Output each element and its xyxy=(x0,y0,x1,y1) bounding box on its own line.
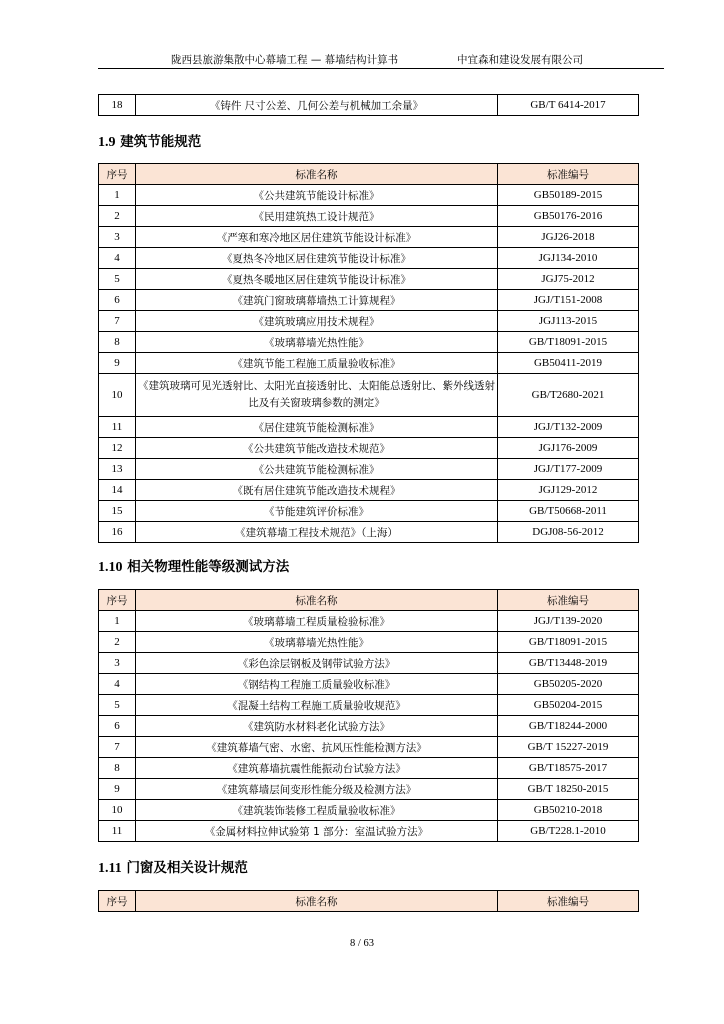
row-number: 7 xyxy=(99,737,136,758)
standard-code: GB/T228.1-2010 xyxy=(498,821,639,842)
standard-code: GB/T 15227-2019 xyxy=(498,737,639,758)
table-row xyxy=(99,438,639,459)
table-header-row xyxy=(99,164,639,185)
row-number: 9 xyxy=(99,353,136,374)
table-row xyxy=(99,353,639,374)
standard-name: 《夏热冬暖地区居住建筑节能设计标准》 xyxy=(136,269,498,290)
standard-name: 《节能建筑评价标准》 xyxy=(136,501,498,522)
section-heading-1-9 xyxy=(98,130,201,151)
row-number: 16 xyxy=(99,522,136,543)
row-number: 3 xyxy=(99,227,136,248)
row-number: 1 xyxy=(99,611,136,632)
standard-code: GB/T50668-2011 xyxy=(498,501,639,522)
standard-code: GB/T 6414-2017 xyxy=(498,95,639,116)
standard-name: 《建筑幕墙工程技术规范》（上海） xyxy=(136,522,498,543)
standard-name: 《居住建筑节能检测标准》 xyxy=(136,417,498,438)
standard-code: GB/T18244-2000 xyxy=(498,716,639,737)
table-row xyxy=(99,311,639,332)
window-design-standards-table xyxy=(98,890,639,912)
table-row xyxy=(99,800,639,821)
table-row xyxy=(99,185,639,206)
table-row xyxy=(99,480,639,501)
table-header-row xyxy=(99,891,639,912)
table-row xyxy=(99,501,639,522)
section-title: 建筑节能规范 xyxy=(120,134,202,150)
column-header-code: 标准编号 xyxy=(498,590,639,611)
standard-name: 《建筑幕墙抗震性能振动台试验方法》 xyxy=(136,758,498,779)
standard-code: GB50176-2016 xyxy=(498,206,639,227)
standard-code: JGJ129-2012 xyxy=(498,480,639,501)
table-row xyxy=(99,674,639,695)
standard-name: 《既有居住建筑节能改造技术规程》 xyxy=(136,480,498,501)
standard-name: 《严寒和寒冷地区居住建筑节能设计标准》 xyxy=(136,227,498,248)
table-row xyxy=(99,290,639,311)
standard-code: GB50411-2019 xyxy=(498,353,639,374)
header-company-name: 中宜森和建设发展有限公司 xyxy=(457,54,583,66)
standard-code: JGJ/T151-2008 xyxy=(498,290,639,311)
standard-name: 《建筑玻璃可见光透射比、太阳光直接透射比、太阳能总透射比、紫外线透射比及有关窗玻璃参数的测定》 xyxy=(136,374,498,417)
column-header-name: 标准名称 xyxy=(136,891,498,912)
table-row xyxy=(99,611,639,632)
table-row xyxy=(99,821,639,842)
section-number: 1.11 xyxy=(98,861,122,876)
standard-name: 《建筑幕墙气密、水密、抗风压性能检测方法》 xyxy=(136,737,498,758)
row-number: 4 xyxy=(99,248,136,269)
standard-name: 《钢结构工程施工质量验收标准》 xyxy=(136,674,498,695)
row-number: 18 xyxy=(99,95,136,116)
standard-name: 《公共建筑节能改造技术规范》 xyxy=(136,438,498,459)
row-number: 1 xyxy=(99,185,136,206)
standard-name: 《公共建筑节能设计标准》 xyxy=(136,185,498,206)
energy-standards-table xyxy=(98,163,639,543)
section-number: 1.10 xyxy=(98,560,123,575)
column-header-code: 标准编号 xyxy=(498,891,639,912)
column-header-no: 序号 xyxy=(99,164,136,185)
row-number: 7 xyxy=(99,311,136,332)
row-number: 8 xyxy=(99,332,136,353)
standard-name: 《公共建筑节能检测标准》 xyxy=(136,459,498,480)
table-row xyxy=(99,248,639,269)
table-row xyxy=(99,459,639,480)
page-number: 8 / 63 xyxy=(350,938,374,949)
column-header-name: 标准名称 xyxy=(136,590,498,611)
table-row xyxy=(99,227,639,248)
column-header-no: 序号 xyxy=(99,590,136,611)
standard-code: GB/T13448-2019 xyxy=(498,653,639,674)
row-number: 8 xyxy=(99,758,136,779)
standard-name: 《玻璃幕墙光热性能》 xyxy=(136,632,498,653)
row-number: 11 xyxy=(99,417,136,438)
column-header-code: 标准编号 xyxy=(498,164,639,185)
table-row xyxy=(99,374,639,417)
row-number: 12 xyxy=(99,438,136,459)
row-number: 3 xyxy=(99,653,136,674)
physical-test-standards-table xyxy=(98,589,639,842)
standard-name: 《铸件 尺寸公差、几何公差与机械加工余量》 xyxy=(136,95,498,116)
standard-name: 《民用建筑热工设计规范》 xyxy=(136,206,498,227)
standard-code: JGJ/T139-2020 xyxy=(498,611,639,632)
standard-name: 《混凝土结构工程施工质量验收规范》 xyxy=(136,695,498,716)
standard-code: DGJ08-56-2012 xyxy=(498,522,639,543)
standard-code: JGJ176-2009 xyxy=(498,438,639,459)
table-header-row xyxy=(99,590,639,611)
row-number: 4 xyxy=(99,674,136,695)
standard-code: GB/T18091-2015 xyxy=(498,632,639,653)
section-heading-1-10 xyxy=(98,555,289,576)
table-row xyxy=(99,332,639,353)
standard-code: JGJ/T132-2009 xyxy=(498,417,639,438)
standard-name: 《玻璃幕墙工程质量检验标准》 xyxy=(136,611,498,632)
standard-code: JGJ134-2010 xyxy=(498,248,639,269)
table-row xyxy=(99,95,639,116)
table-row xyxy=(99,737,639,758)
column-header-name: 标准名称 xyxy=(136,164,498,185)
section-title: 相关物理性能等级测试方法 xyxy=(127,559,290,575)
row-number: 14 xyxy=(99,480,136,501)
row-number: 13 xyxy=(99,459,136,480)
standards-table-continued xyxy=(98,94,639,116)
standard-code: GB50210-2018 xyxy=(498,800,639,821)
standard-code: GB/T18091-2015 xyxy=(498,332,639,353)
section-title: 门窗及相关设计规范 xyxy=(126,860,248,876)
table-row xyxy=(99,716,639,737)
row-number: 6 xyxy=(99,290,136,311)
standard-name: 《玻璃幕墙光热性能》 xyxy=(136,332,498,353)
standard-code: GB/T 18250-2015 xyxy=(498,779,639,800)
table-row xyxy=(99,522,639,543)
standard-code: GB/T18575-2017 xyxy=(498,758,639,779)
standard-code: GB/T2680-2021 xyxy=(498,374,639,417)
standard-code: JGJ75-2012 xyxy=(498,269,639,290)
table-row xyxy=(99,269,639,290)
row-number: 10 xyxy=(99,374,136,417)
standard-code: GB50205-2020 xyxy=(498,674,639,695)
standard-name: 《建筑防水材料老化试验方法》 xyxy=(136,716,498,737)
table-row xyxy=(99,779,639,800)
table-row xyxy=(99,695,639,716)
row-number: 15 xyxy=(99,501,136,522)
page-header xyxy=(98,50,664,68)
standard-name: 《建筑门窗玻璃幕墙热工计算规程》 xyxy=(136,290,498,311)
standard-name: 《彩色涂层钢板及钢带试验方法》 xyxy=(136,653,498,674)
section-heading-1-11 xyxy=(98,856,248,877)
standard-name: 《夏热冬冷地区居住建筑节能设计标准》 xyxy=(136,248,498,269)
row-number: 9 xyxy=(99,779,136,800)
standard-name: 《建筑玻璃应用技术规程》 xyxy=(136,311,498,332)
row-number: 2 xyxy=(99,206,136,227)
standard-code: GB50189-2015 xyxy=(498,185,639,206)
row-number: 5 xyxy=(99,269,136,290)
standard-code: JGJ/T177-2009 xyxy=(498,459,639,480)
standard-name: 《建筑幕墙层间变形性能分级及检测方法》 xyxy=(136,779,498,800)
standard-code: JGJ113-2015 xyxy=(498,311,639,332)
header-rule xyxy=(98,68,664,69)
standard-name: 《建筑装饰装修工程质量验收标准》 xyxy=(136,800,498,821)
table-row xyxy=(99,758,639,779)
row-number: 11 xyxy=(99,821,136,842)
row-number: 10 xyxy=(99,800,136,821)
standard-name: 《建筑节能工程施工质量验收标准》 xyxy=(136,353,498,374)
section-number: 1.9 xyxy=(98,135,116,150)
header-project-title: 陇西县旅游集散中心幕墙工程 — 幕墙结构计算书 xyxy=(171,54,399,66)
column-header-no: 序号 xyxy=(99,891,136,912)
table-row xyxy=(99,417,639,438)
table-row xyxy=(99,653,639,674)
standard-code: JGJ26-2018 xyxy=(498,227,639,248)
row-number: 5 xyxy=(99,695,136,716)
table-row xyxy=(99,206,639,227)
standard-code: GB50204-2015 xyxy=(498,695,639,716)
row-number: 2 xyxy=(99,632,136,653)
table-row xyxy=(99,632,639,653)
row-number: 6 xyxy=(99,716,136,737)
standard-name: 《金属材料拉伸试验第 1 部分：室温试验方法》 xyxy=(136,821,498,842)
